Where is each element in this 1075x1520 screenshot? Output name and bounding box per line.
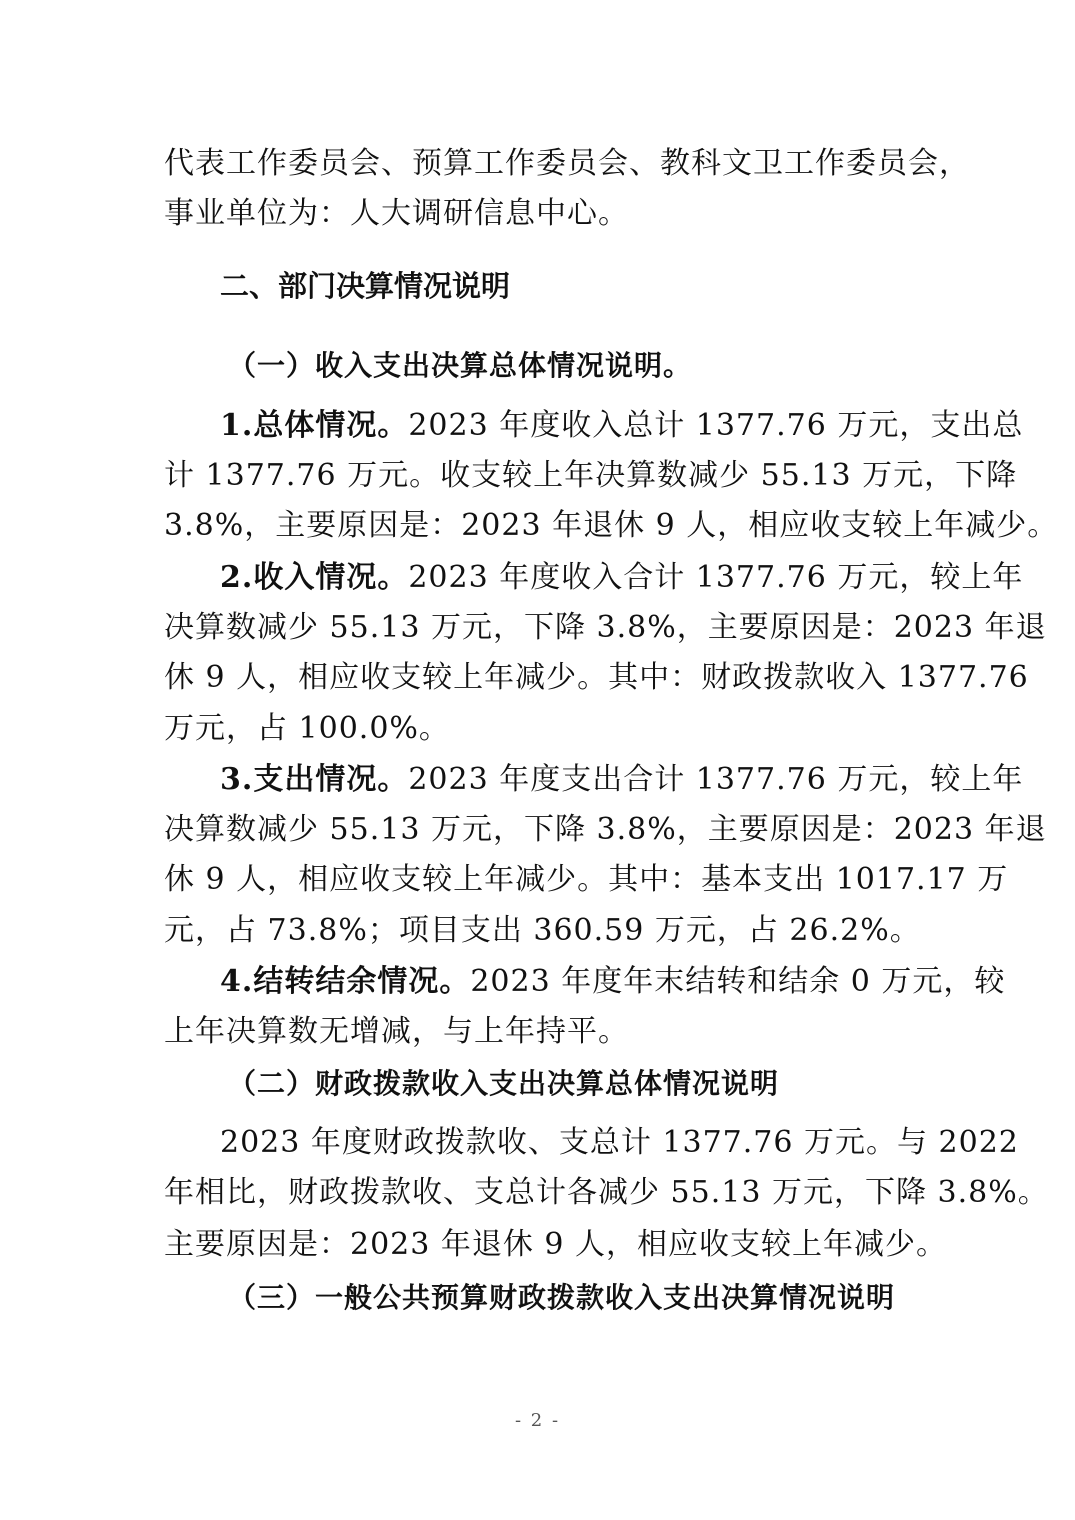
item3-lead: 3.支出情况。 [220, 762, 409, 797]
item1-line-3: 3.8%，主要原因是：2023 年退休 9 人，相应收支较上年减少。 [164, 508, 1059, 543]
intro-line-1: 代表工作委员会、预算工作委员会、教科文卫工作委员会， [164, 146, 970, 181]
item2-lead: 2.收入情况。 [220, 560, 409, 595]
item1-lead: 1.总体情况。 [220, 408, 409, 443]
page-number: - 2 - [514, 1410, 561, 1431]
item3-line-1 [220, 762, 1024, 798]
item2-text-1: 2023 年度收入合计 1377.76 万元，较上年 [408, 560, 1024, 595]
subheading-part2: （二）财政拨款收入支出决算总体情况说明 [228, 1067, 780, 1100]
section-heading-department-accounts: 二、部门决算情况说明 [220, 269, 511, 303]
item3-line-4: 元，占 73.8%；项目支出 360.59 万元，占 26.2%。 [164, 913, 921, 948]
item1-line-1 [220, 408, 1024, 444]
item4-lead: 4.结转结余情况。 [220, 964, 471, 999]
part2-line-2: 年相比，财政拨款收、支总计各减少 55.13 万元，下降 3.8%。 [164, 1175, 1049, 1210]
item3-line-2: 决算数减少 55.13 万元，下降 3.8%，主要原因是：2023 年退 [164, 812, 1047, 847]
item2-line-1 [220, 560, 1024, 596]
item4-line-1 [220, 964, 1006, 1000]
subheading-part3: （三）一般公共预算财政拨款收入支出决算情况说明 [228, 1281, 896, 1314]
item3-text-1: 2023 年度支出合计 1377.76 万元，较上年 [408, 762, 1024, 797]
subheading-part1: （一）收入支出决算总体情况说明。 [228, 349, 693, 382]
item4-text-1: 2023 年度年末结转和结余 0 万元，较 [470, 964, 1006, 999]
item2-line-3: 休 9 人，相应收支较上年减少。其中：财政拨款收入 1377.76 [164, 660, 1029, 695]
item1-line-2: 计 1377.76 万元。收支较上年决算数减少 55.13 万元，下降 [164, 458, 1018, 493]
intro-line-2: 事业单位为：人大调研信息中心。 [164, 196, 629, 231]
part2-line-1: 2023 年度财政拨款收、支总计 1377.76 万元。与 2022 [220, 1125, 1019, 1160]
item2-line-4: 万元，占 100.0%。 [164, 711, 450, 746]
item3-line-3: 休 9 人，相应收支较上年减少。其中：基本支出 1017.17 万 [164, 862, 1009, 897]
part2-line-3: 主要原因是：2023 年退休 9 人，相应收支较上年减少。 [164, 1227, 948, 1262]
item4-line-2: 上年决算数无增减，与上年持平。 [164, 1014, 629, 1049]
item2-line-2: 决算数减少 55.13 万元，下降 3.8%，主要原因是：2023 年退 [164, 610, 1047, 645]
item1-text-1: 2023 年度收入总计 1377.76 万元，支出总 [408, 408, 1024, 443]
